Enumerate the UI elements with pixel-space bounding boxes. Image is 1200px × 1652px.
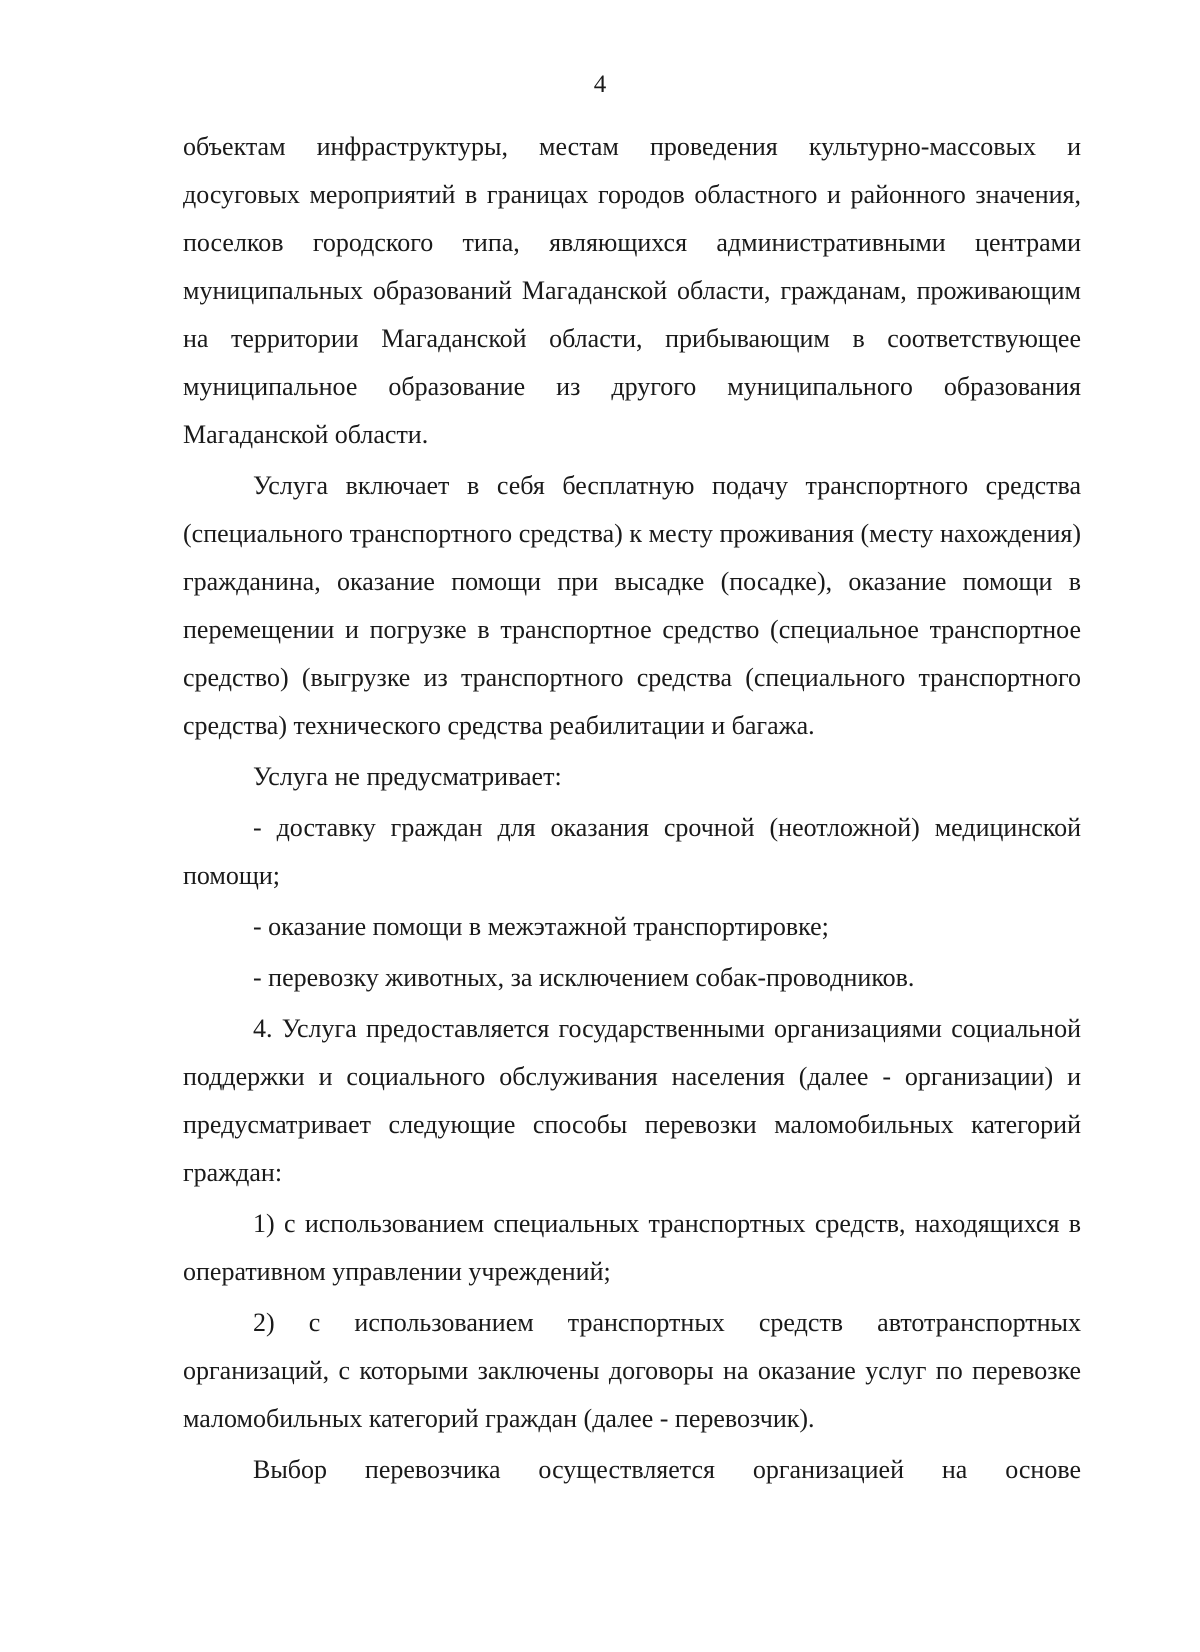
paragraph-service-excludes-heading: Услуга не предусматривает: (253, 762, 562, 791)
paragraph-infrastructure-continuation: объектам инфраструктуры, местам проведения культурно-массовых и досуговых мероприятий в границах городов областного и районного значения, поселков городского типа, являющихся административными центрами муниципальных образований Магаданской области, гражданам, проживающим на территории Магаданской области, прибывающим в соответствующее муниципальное образование из другого муниципального образования Магаданской области. (183, 132, 1081, 449)
paragraph-carrier-selection: Выбор перевозчика осуществляется организацией на основе (253, 1455, 1081, 1484)
paragraph-section-4: 4. Услуга предоставляется государственными организациями социальной поддержки и социального обслуживания населения (далее - организации) и предусматривает следующие способы перевозки маломобильных категорий граждан: (183, 1014, 1081, 1187)
paragraph-service-includes: Услуга включает в себя бесплатную подачу транспортного средства (специального транспортного средства) к месту проживания (месту нахождения) гражданина, оказание помощи при высадке (посадке), оказание помощи в перемещении и погрузке в транспортное средство (специальное транспортное средство) (выгрузке из транспортного средства (специального транспортного средства) технического средства реабилитации и багажа. (183, 471, 1081, 740)
list-item-interfloor-transport: - оказание помощи в межэтажной транспортировке; (253, 912, 829, 941)
document-body (183, 123, 1081, 1494)
list-item-method-2: 2) с использованием транспортных средств автотранспортных организаций, с которыми заключены договоры на оказание услуг по перевозке маломобильных категорий граждан (далее - перевозчик). (183, 1308, 1081, 1433)
page-number: 4 (593, 71, 607, 98)
list-item-method-1: 1) с использованием специальных транспортных средств, находящихся в оперативном управлении учреждений; (183, 1209, 1081, 1286)
list-item-animal-transport: - перевозку животных, за исключением собак-проводников. (253, 963, 915, 992)
list-item-emergency-delivery: - доставку граждан для оказания срочной (неотложной) медицинской помощи; (183, 813, 1081, 890)
